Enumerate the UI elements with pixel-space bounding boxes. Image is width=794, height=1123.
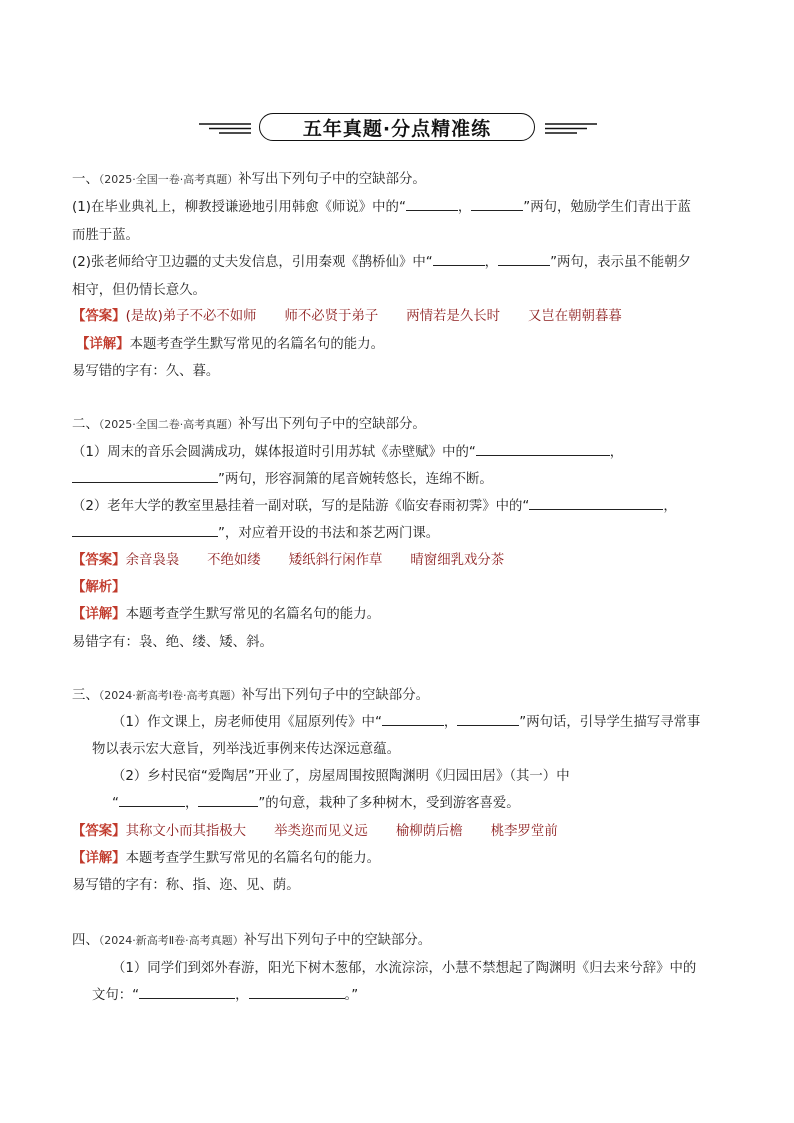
error-chars-2: 易错字有：袅、绝、缕、矮、斜。 [72,635,273,650]
fill-blank[interactable] [139,984,235,999]
question-source: 2025·全国一卷·高考真题 [104,173,228,186]
question-1-part-2-cont: 相守，但仍情长意久。 [72,283,206,298]
answer-line-2: 【答案】余音袅袅 不绝如缕 矮纸斜行闲作草 晴窗细乳戏分茶 [72,553,505,568]
decorative-lines-left [199,121,251,135]
analysis-line-2: 【解析】 [72,580,126,595]
question-1-heading: 一、（2025·全国一卷·高考真题）补写出下列句子中的空缺部分。 [72,172,426,187]
question-3-part-1-cont: 物以表示宏大意旨，列举浅近事例来传达深远意蕴。 [92,742,400,757]
fill-blank[interactable] [457,711,519,726]
answer-line-1: 【答案】(是故)弟子不必不如师 师不必贤于弟子 两情若是久长时 又岂在朝朝暮暮 [72,309,622,324]
question-1-part-1-cont: 而胜于蓝。 [72,228,139,243]
question-2-part-2-cont: ”，对应着开设的书法和茶艺两门课。 [72,522,439,541]
fill-blank[interactable] [198,792,258,807]
detail-line-1: 【详解】本题考查学生默写常见的名篇名句的能力。 [76,337,384,352]
fill-blank[interactable] [72,468,218,483]
fill-blank[interactable] [471,196,523,211]
error-chars-3: 易写错的字有：称、指、迩、见、荫。 [72,878,300,893]
banner-title: 五年真题·分点精准练 [259,113,535,141]
question-2-part-1-cont: ”两句，形容洞箫的尾音婉转悠长，连绵不断。 [72,468,493,487]
answer-line-3: 【答案】其称文小而其指极大 举类迩而见义远 榆柳荫后檐 桃李罗堂前 [72,824,558,839]
question-2-part-1: （1）周末的音乐会圆满成功，媒体报道时引用苏轼《赤壁赋》中的“ ， [72,441,623,460]
question-1-part-1: (1)在毕业典礼上，柳教授谦逊地引用韩愈《师说》中的“ ， ”两句，勉励学生们青出于蓝 [72,196,691,215]
question-3-part-2-cont: “ ， ”的句意，栽种了多种树木，受到游客喜爱。 [112,792,520,811]
fill-blank[interactable] [529,495,663,510]
question-4-part-1: （1）同学们到郊外春游，阳光下树木葱郁，水流淙淙，小慧不禁想起了陶渊明《归去来兮辞》中的 [112,961,697,976]
error-chars-1: 易写错的字有：久、暮。 [72,364,220,379]
question-3-heading: 三、（2024·新高考Ⅰ卷·高考真题）补写出下列句子中的空缺部分。 [72,688,429,703]
fill-blank[interactable] [72,522,218,537]
section-banner [0,111,794,145]
detail-line-3: 【详解】本题考查学生默写常见的名篇名句的能力。 [72,851,380,866]
question-4-heading: 四、（2024·新高考Ⅱ卷·高考真题）补写出下列句子中的空缺部分。 [72,933,432,948]
question-source: 2024·新高考Ⅱ卷·高考真题 [104,934,233,947]
fill-blank[interactable] [433,251,485,266]
fill-blank[interactable] [406,196,458,211]
fill-blank[interactable] [249,984,345,999]
question-source: 2024·新高考Ⅰ卷·高考真题 [104,689,231,702]
fill-blank[interactable] [119,792,185,807]
fill-blank[interactable] [382,711,444,726]
question-4-part-1-cont: 文句：“ ， 。” [92,984,358,1003]
fill-blank[interactable] [498,251,550,266]
question-2-heading: 二、（2025·全国二卷·高考真题）补写出下列句子中的空缺部分。 [72,417,426,432]
question-3-part-1: （1）作文课上，房老师使用《屈原列传》中“ ， ”两句话，引导学生描写寻常事 [112,711,700,730]
question-source: 2025·全国二卷·高考真题 [104,418,228,431]
detail-line-2: 【详解】本题考查学生默写常见的名篇名句的能力。 [72,607,380,622]
question-1-part-2: (2)张老师给守卫边疆的丈夫发信息，引用秦观《鹊桥仙》中“ ， ”两句，表示虽不能朝夕 [72,251,691,270]
fill-blank[interactable] [476,441,610,456]
question-3-part-2: （2）乡村民宿“爱陶居”开业了，房屋周围按照陶渊明《归园田居》（其一）中 [112,769,570,784]
question-2-part-2: （2）老年大学的教室里悬挂着一副对联，写的是陆游《临安春雨初霁》中的“ ， [72,495,677,514]
decorative-lines-right [545,121,597,135]
